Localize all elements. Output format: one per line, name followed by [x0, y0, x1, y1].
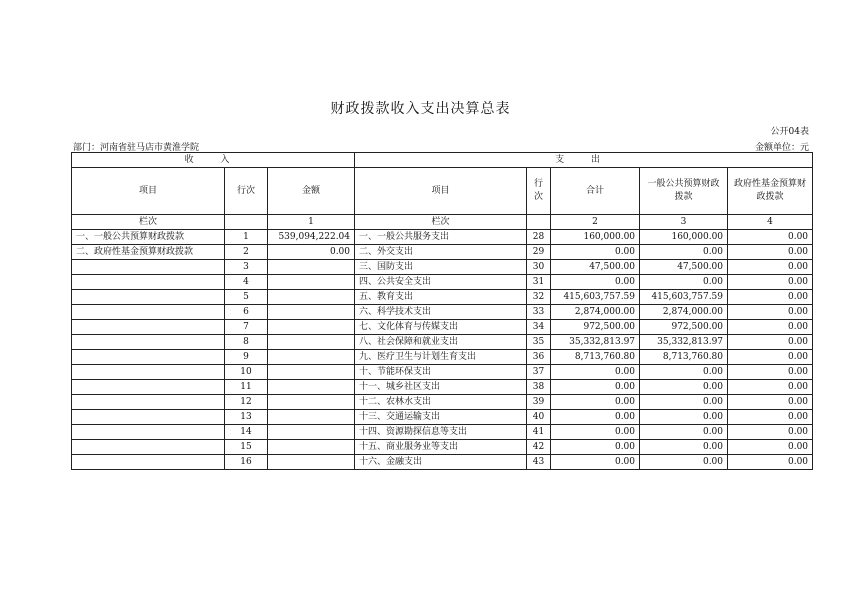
general-budget-cell: 0.00 [640, 395, 728, 410]
gov-fund-cell: 0.00 [728, 380, 813, 395]
general-budget-cell: 8,713,760.80 [640, 350, 728, 365]
income-row-no-header: 行次 [225, 168, 268, 215]
income-row-no-cell: 13 [225, 410, 268, 425]
expense-item-cell: 六、科学技术支出 [355, 305, 527, 320]
total-cell: 0.00 [551, 395, 640, 410]
expense-item-cell: 二、外交支出 [355, 245, 527, 260]
income-item-cell [72, 380, 225, 395]
income-row-no-cell: 6 [225, 305, 268, 320]
income-row-no-cell: 8 [225, 335, 268, 350]
table-row [72, 350, 813, 365]
form-number: 公开04表 [770, 127, 809, 137]
income-row-no-cell: 2 [225, 245, 268, 260]
income-amount-cell [268, 335, 355, 350]
income-row-no-index [225, 215, 268, 230]
total-cell: 47,500.00 [551, 260, 640, 275]
income-row-no-cell: 16 [225, 455, 268, 470]
table-row [72, 260, 813, 275]
table-row [72, 440, 813, 455]
table-row [72, 410, 813, 425]
general-budget-cell: 415,603,757.59 [640, 290, 728, 305]
expense-row-no-cell: 34 [527, 320, 551, 335]
general-budget-cell: 0.00 [640, 365, 728, 380]
income-item-cell: 二、政府性基金预算财政拨款 [72, 245, 225, 260]
income-item-cell [72, 275, 225, 290]
expense-item-cell: 五、教育支出 [355, 290, 527, 305]
budget-summary-table [71, 152, 813, 470]
income-amount-cell [268, 365, 355, 380]
expense-item-cell: 十五、商业服务业等支出 [355, 440, 527, 455]
column-index-row [72, 215, 813, 230]
table-row [72, 290, 813, 305]
general-budget-cell: 2,874,000.00 [640, 305, 728, 320]
general-budget-cell: 47,500.00 [640, 260, 728, 275]
total-index: 2 [551, 215, 640, 230]
income-amount-cell: 539,094,222.04 [268, 230, 355, 245]
expense-item-header: 项目 [355, 168, 527, 215]
income-row-no-cell: 15 [225, 440, 268, 455]
expense-row-no-cell: 29 [527, 245, 551, 260]
expense-row-no-cell: 39 [527, 395, 551, 410]
group-header-row [72, 153, 813, 168]
income-amount-cell [268, 440, 355, 455]
income-group-header: 收 入 [72, 153, 355, 168]
expense-row-no-cell: 35 [527, 335, 551, 350]
total-cell: 2,874,000.00 [551, 305, 640, 320]
income-amount-cell [268, 350, 355, 365]
income-amount-cell [268, 395, 355, 410]
income-item-cell [72, 290, 225, 305]
income-row-no-cell: 11 [225, 380, 268, 395]
fund-index: 4 [728, 215, 813, 230]
report-title: 财政拨款收入支出决算总表 [330, 101, 511, 117]
expense-row-no-cell: 31 [527, 275, 551, 290]
table-row [72, 320, 813, 335]
table-row [72, 305, 813, 320]
gov-fund-cell: 0.00 [728, 260, 813, 275]
income-item-cell: 一、一般公共预算财政拨款 [72, 230, 225, 245]
income-item-cell [72, 410, 225, 425]
general-budget-cell: 972,500.00 [640, 320, 728, 335]
total-header: 合计 [551, 168, 640, 215]
expense-row-no-cell: 36 [527, 350, 551, 365]
gov-fund-cell: 0.00 [728, 290, 813, 305]
gov-fund-cell: 0.00 [728, 440, 813, 455]
table-row [72, 275, 813, 290]
expense-row-no-index [527, 215, 551, 230]
income-item-cell [72, 305, 225, 320]
general-budget-header: 一般公共预算财政拨款 [640, 168, 728, 215]
total-cell: 972,500.00 [551, 320, 640, 335]
general-budget-cell: 0.00 [640, 380, 728, 395]
expense-item-cell: 八、社会保障和就业支出 [355, 335, 527, 350]
expense-row-no-cell: 42 [527, 440, 551, 455]
income-amount-cell [268, 380, 355, 395]
income-row-no-cell: 12 [225, 395, 268, 410]
table-row [72, 455, 813, 470]
income-amount-cell [268, 455, 355, 470]
expense-item-cell: 九、医疗卫生与计划生育支出 [355, 350, 527, 365]
income-item-cell [72, 455, 225, 470]
expense-item-cell: 三、国防支出 [355, 260, 527, 275]
income-row-no-cell: 1 [225, 230, 268, 245]
expense-row-no-cell: 30 [527, 260, 551, 275]
income-amount-cell [268, 290, 355, 305]
expense-row-no-cell: 37 [527, 365, 551, 380]
gov-fund-cell: 0.00 [728, 335, 813, 350]
income-row-no-cell: 10 [225, 365, 268, 380]
expense-row-no-cell: 43 [527, 455, 551, 470]
general-budget-cell: 0.00 [640, 425, 728, 440]
income-row-no-cell: 5 [225, 290, 268, 305]
expense-row-no-cell: 32 [527, 290, 551, 305]
expense-item-cell: 十三、交通运输支出 [355, 410, 527, 425]
gov-fund-cell: 0.00 [728, 230, 813, 245]
general-budget-cell: 160,000.00 [640, 230, 728, 245]
general-budget-cell: 0.00 [640, 275, 728, 290]
gov-fund-cell: 0.00 [728, 410, 813, 425]
expense-group-header: 支 出 [355, 153, 813, 168]
total-cell: 0.00 [551, 455, 640, 470]
income-item-cell [72, 395, 225, 410]
expense-item-cell: 四、公共安全支出 [355, 275, 527, 290]
income-item-cell [72, 260, 225, 275]
general-budget-cell: 35,332,813.97 [640, 335, 728, 350]
table-row [72, 335, 813, 350]
gov-fund-cell: 0.00 [728, 245, 813, 260]
amount-unit-label: 金额单位：元 [754, 143, 809, 153]
income-amount-cell [268, 425, 355, 440]
table-row [72, 245, 813, 260]
income-item-header: 项目 [72, 168, 225, 215]
income-row-no-cell: 3 [225, 260, 268, 275]
income-amount-cell [268, 260, 355, 275]
income-amount-cell: 0.00 [268, 245, 355, 260]
income-row-no-cell: 14 [225, 425, 268, 440]
expense-row-no-header: 行次 [527, 168, 551, 215]
table-row [72, 230, 813, 245]
gov-fund-cell: 0.00 [728, 320, 813, 335]
department-label: 部门：河南省驻马店市黄淮学院 [73, 143, 200, 153]
expense-row-no-cell: 41 [527, 425, 551, 440]
income-row-no-cell: 9 [225, 350, 268, 365]
income-amount-cell [268, 320, 355, 335]
total-cell: 0.00 [551, 425, 640, 440]
income-amount-cell [268, 305, 355, 320]
expense-item-cell: 十六、金融支出 [355, 455, 527, 470]
total-cell: 160,000.00 [551, 230, 640, 245]
expense-row-no-cell: 38 [527, 380, 551, 395]
expense-item-cell: 七、文化体育与传媒支出 [355, 320, 527, 335]
expense-item-cell: 十、节能环保支出 [355, 365, 527, 380]
total-cell: 415,603,757.59 [551, 290, 640, 305]
income-amount-index: 1 [268, 215, 355, 230]
income-amount-header: 金额 [268, 168, 355, 215]
total-cell: 0.00 [551, 410, 640, 425]
table-row [72, 425, 813, 440]
total-cell: 0.00 [551, 380, 640, 395]
gov-fund-cell: 0.00 [728, 395, 813, 410]
gov-fund-header: 政府性基金预算财政拨款 [728, 168, 813, 215]
gov-fund-cell: 0.00 [728, 350, 813, 365]
expense-col-label: 栏次 [355, 215, 527, 230]
expense-item-cell: 十四、资源勘探信息等支出 [355, 425, 527, 440]
income-item-cell [72, 365, 225, 380]
column-header-row [72, 168, 813, 215]
total-cell: 8,713,760.80 [551, 350, 640, 365]
income-row-no-cell: 4 [225, 275, 268, 290]
general-budget-cell: 0.00 [640, 455, 728, 470]
expense-row-no-cell: 33 [527, 305, 551, 320]
expense-row-no-cell: 40 [527, 410, 551, 425]
expense-item-cell: 十二、农林水支出 [355, 395, 527, 410]
income-amount-cell [268, 275, 355, 290]
income-item-cell [72, 335, 225, 350]
table-row [72, 365, 813, 380]
gov-fund-cell: 0.00 [728, 305, 813, 320]
expense-item-cell: 一、一般公共服务支出 [355, 230, 527, 245]
general-budget-cell: 0.00 [640, 245, 728, 260]
gov-fund-cell: 0.00 [728, 365, 813, 380]
table-row [72, 395, 813, 410]
gov-fund-cell: 0.00 [728, 425, 813, 440]
income-item-cell [72, 425, 225, 440]
income-amount-cell [268, 410, 355, 425]
total-cell: 0.00 [551, 275, 640, 290]
general-index: 3 [640, 215, 728, 230]
income-col-label: 栏次 [72, 215, 225, 230]
gov-fund-cell: 0.00 [728, 275, 813, 290]
total-cell: 0.00 [551, 245, 640, 260]
income-item-cell [72, 350, 225, 365]
general-budget-cell: 0.00 [640, 410, 728, 425]
total-cell: 0.00 [551, 440, 640, 455]
income-item-cell [72, 440, 225, 455]
expense-row-no-cell: 28 [527, 230, 551, 245]
total-cell: 35,332,813.97 [551, 335, 640, 350]
income-row-no-cell: 7 [225, 320, 268, 335]
total-cell: 0.00 [551, 365, 640, 380]
general-budget-cell: 0.00 [640, 440, 728, 455]
expense-item-cell: 十一、城乡社区支出 [355, 380, 527, 395]
income-item-cell [72, 320, 225, 335]
table-row [72, 380, 813, 395]
gov-fund-cell: 0.00 [728, 455, 813, 470]
